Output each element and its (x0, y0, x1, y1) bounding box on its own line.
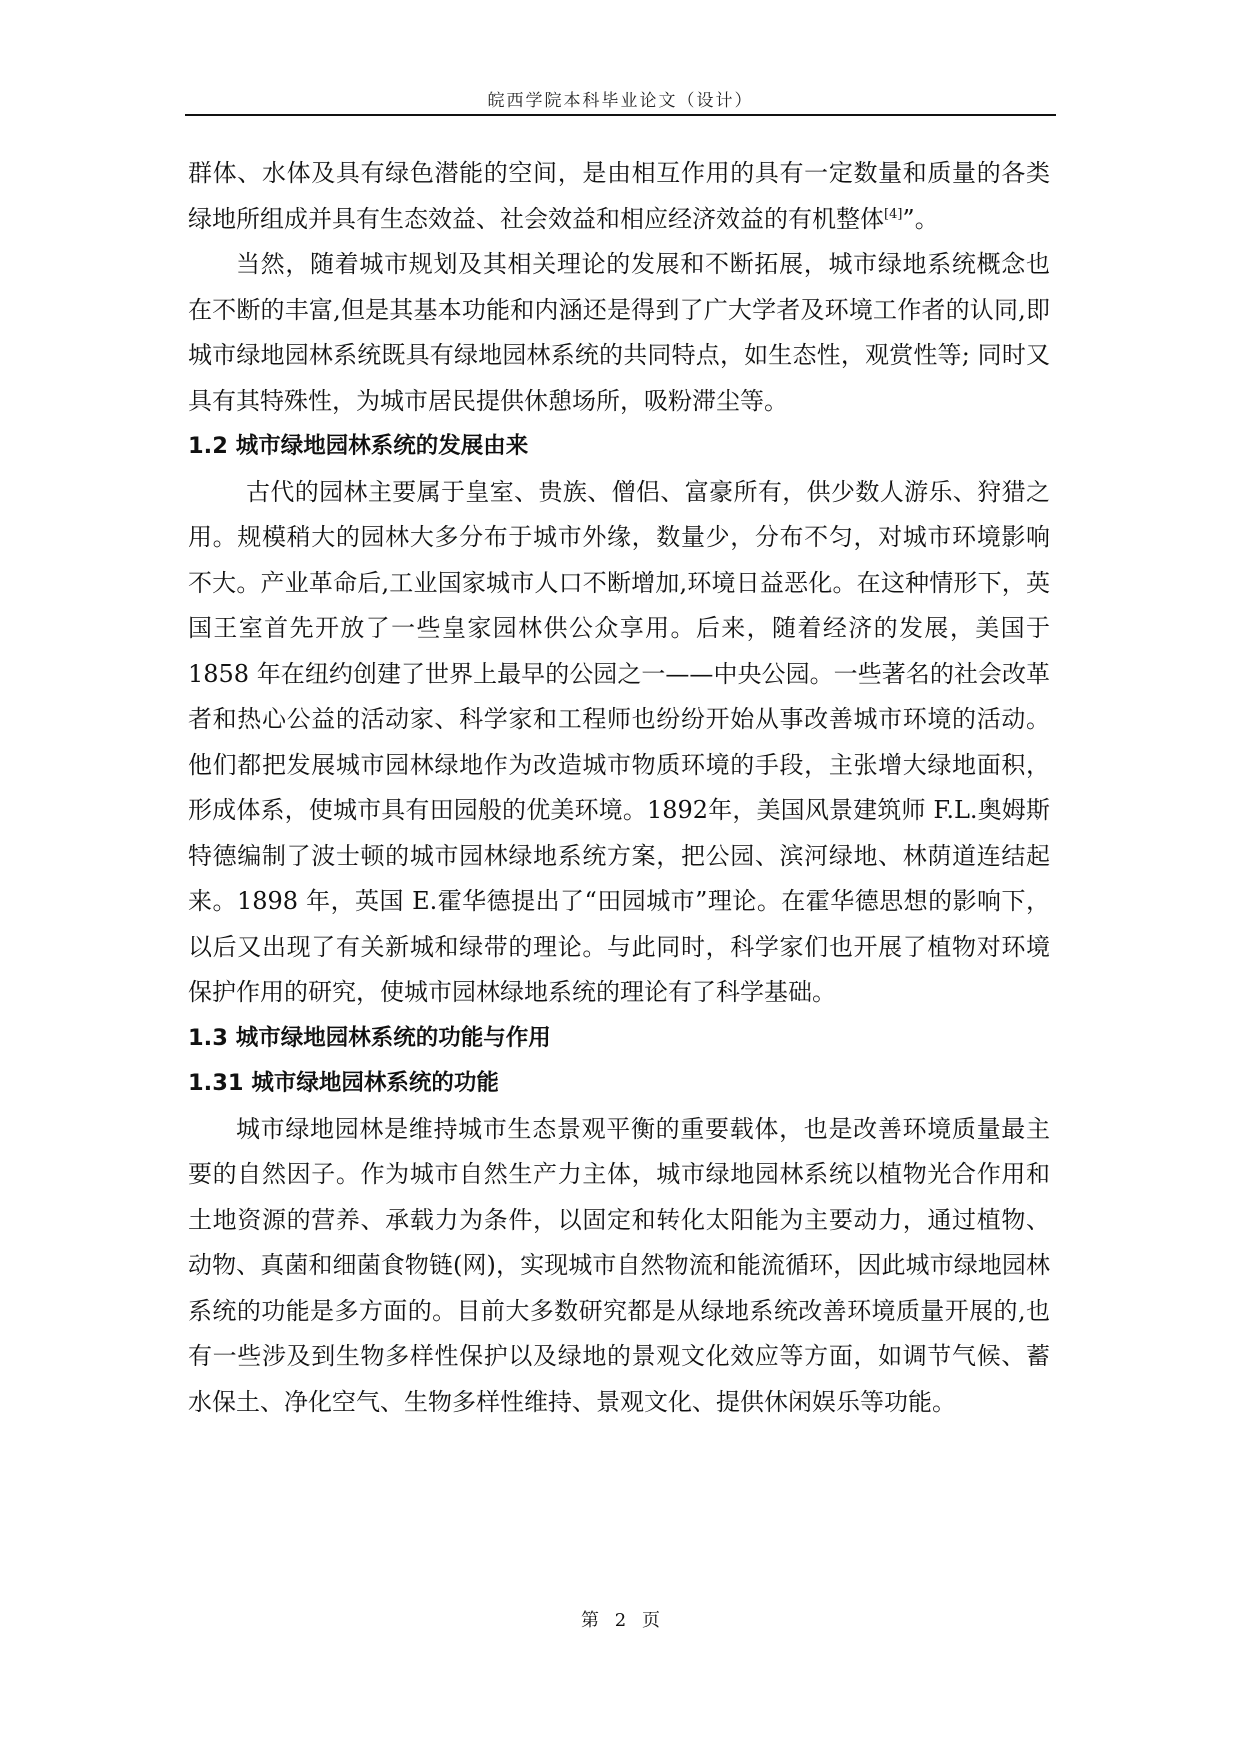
paragraph-definition-continued (188, 151, 1050, 242)
section-heading-1-2: 1.2 城市绿地园林系统的发展由来 (188, 433, 529, 459)
paragraph-history: 古代的园林主要属于皇室、贵族、僧侣、富豪所有，供少数人游乐、狩猎之用。规模稍大的园林大多分布于城市外缘，数量少，分布不匀，对城市环境影响不大。产业革命后,工业国家城市人口不断增加,环境日益恶化。在这种情形下，英国王室首先开放了一些皇家园林供公众享用。后来，随着经济的发展，美国于 1858 年在纽约创建了世界上最早的公园之一——中央公园。一些著名的社会改革者和热心公益的活动家、科学家和工程师也纷纷开始从事改善城市环境的活动。他们都把发展城市园林绿地作为改造城市物质环境的手段，主张增大绿地面积，形成体系，使城市具有田园般的优美环境。1892年，美国风景建筑师 F.L.奥姆斯特德编制了波士顿的城市园林绿地系统方案，把公园、滨河绿地、林荫道连结起来。1898 年，英国 E.霍华德提出了“田园城市”理论。在霍华德思想的影响下，以后又出现了有关新城和绿带的理论。与此同时，科学家们也开展了植物对环境保护作用的研究，使城市园林绿地系统的理论有了科学基础。 (188, 477, 1050, 1006)
page-body (188, 151, 1050, 1425)
page-number: 第 2 页 (581, 1610, 660, 1631)
paragraph-text: 群体、水体及具有绿色潜能的空间，是由相互作用的具有一定数量和质量的各类绿地所组成并具有生态效益、社会效益和相应经济效益的有机整体 (188, 159, 1050, 233)
section-heading-1-3: 1.3 城市绿地园林系统的功能与作用 (188, 1024, 551, 1051)
section-heading-1-31: 1.31 城市绿地园林系统的功能 (188, 1070, 499, 1096)
header-divider (185, 114, 1056, 116)
paragraph-concept: 当然，随着城市规划及其相关理论的发展和不断拓展，城市绿地系统概念也在不断的丰富,但是其基本功能和内涵还是得到了广大学者及环境工作者的认同,即城市绿地园林系统既具有绿地园林系统的共同特点，如生态性，观赏性等; 同时又具有其特殊性，为城市居民提供休憩场所，吸粉滞尘等。 (188, 250, 1050, 415)
paragraph-text-end: ”。 (902, 204, 939, 233)
running-header: 皖西学院本科毕业论文（设计） (487, 91, 754, 111)
citation-ref: [4] (884, 206, 903, 222)
paragraph-functions: 城市绿地园林是维持城市生态景观平衡的重要载体，也是改善环境质量最主要的自然因子。作为城市自然生产力主体，城市绿地园林系统以植物光合作用和土地资源的营养、承载力为条件，以固定和转化太阳能为主要动力，通过植物、动物、真菌和细菌食物链(网)，实现城市自然物流和能流循环，因此城市绿地园林系统的功能是多方面的。目前大多数研究都是从绿地系统改善环境质量开展的,也有一些涉及到生物多样性保护以及绿地的景观文化效应等方面，如调节气候、蓄水保土、净化空气、生物多样性维持、景观文化、提供休闲娱乐等功能。 (188, 1114, 1050, 1416)
